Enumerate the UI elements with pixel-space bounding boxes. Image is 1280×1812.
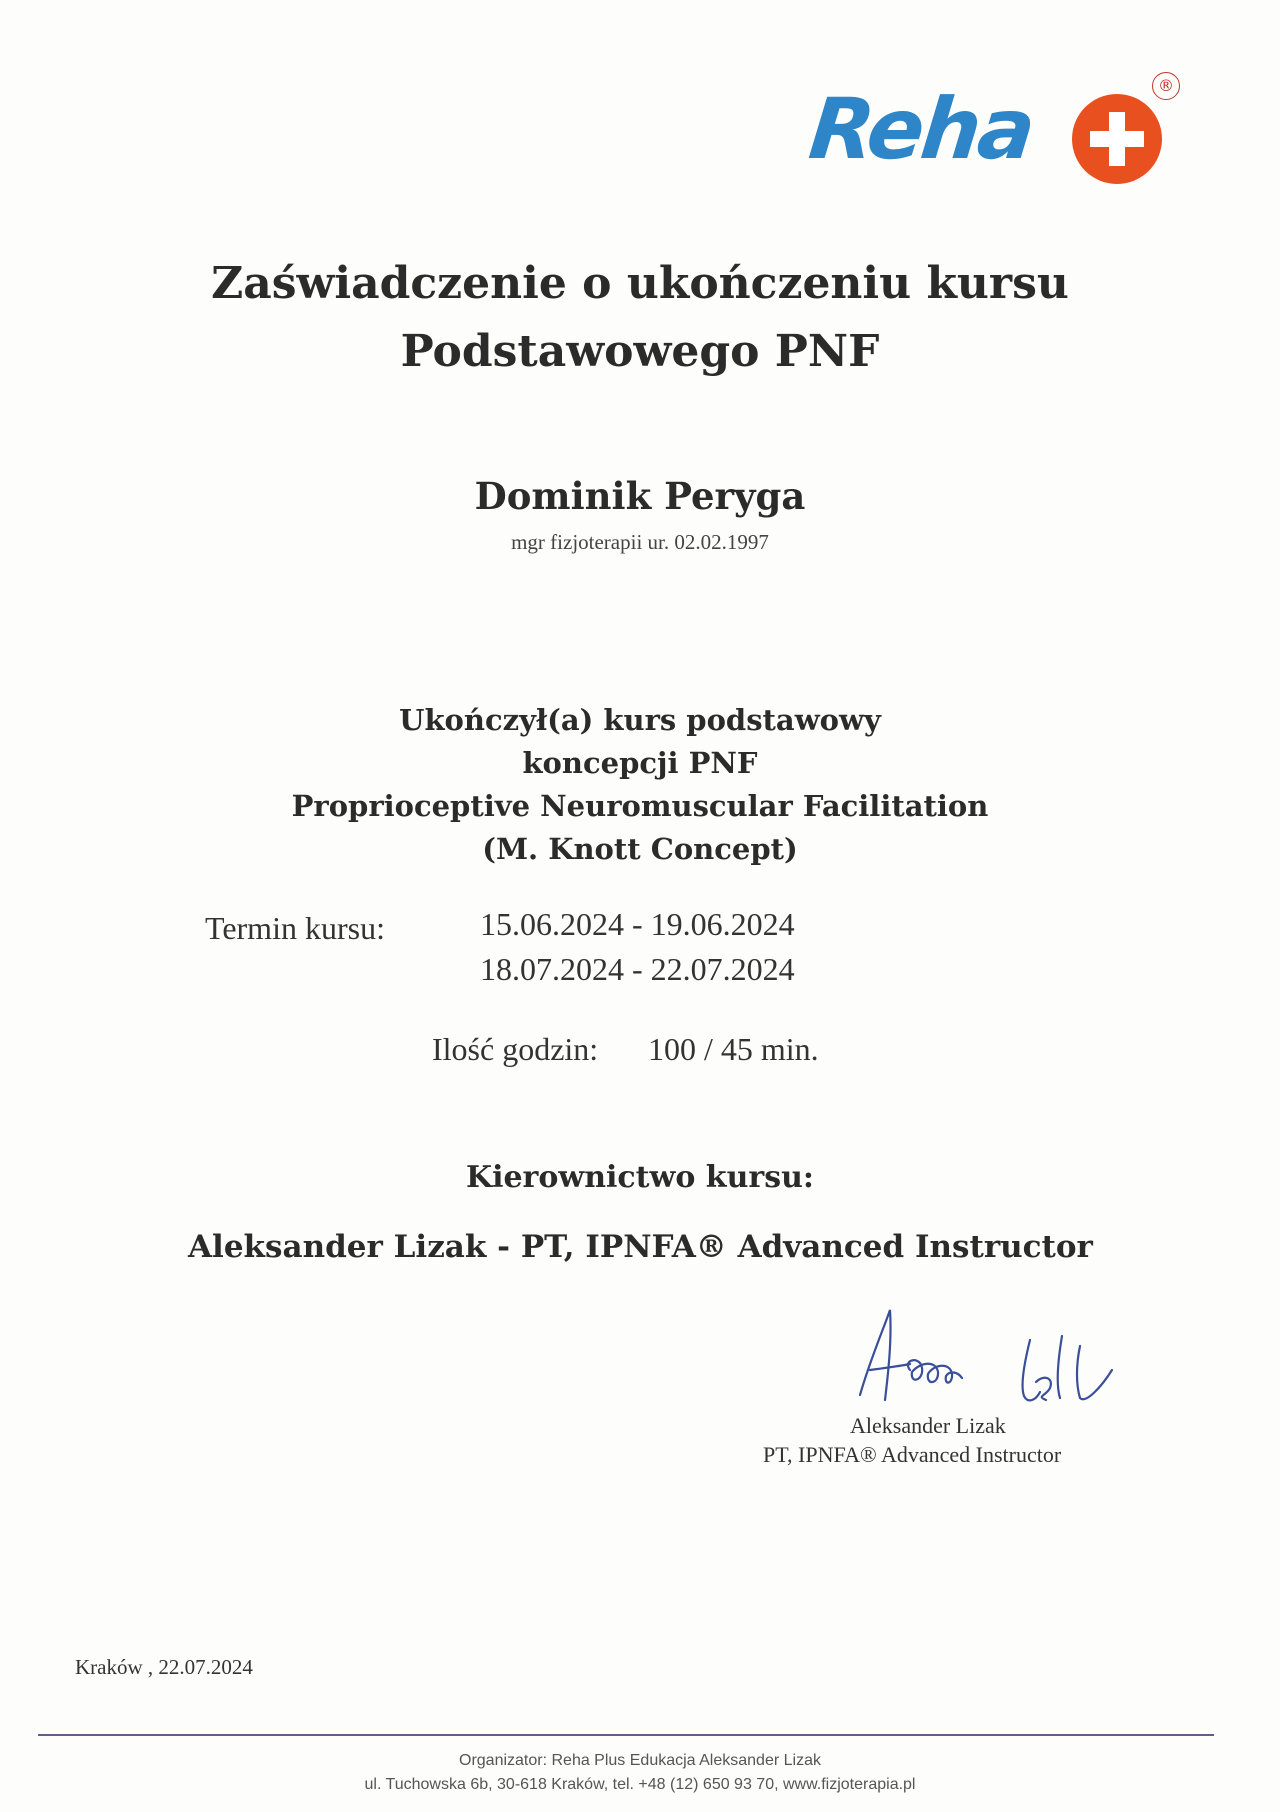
instructor-line: Aleksander Lizak - PT, IPNFA® Advanced Instructor (188, 1229, 1093, 1265)
participant-details: mgr fizjoterapii ur. 02.02.1997 (511, 530, 769, 554)
term-date-1: 15.06.2024 - 19.06.2024 (480, 906, 795, 942)
certificate-title-line1: Zaświadczenie o ukończeniu kursu (211, 258, 1069, 309)
signature-title: PT, IPNFA® Advanced Instructor (763, 1442, 1062, 1467)
handwritten-signature (840, 1300, 1140, 1420)
footer-divider (38, 1734, 1214, 1736)
footer-organizer: Organizator: Reha Plus Edukacja Aleksander Lizak (459, 1752, 821, 1769)
signature-name: Aleksander Lizak (850, 1413, 1006, 1438)
plus-cross-icon (1072, 94, 1162, 184)
course-line3: Proprioceptive Neuromuscular Facilitation (291, 789, 989, 823)
logo-brand-text: Reha (804, 80, 1038, 178)
registered-mark-icon: ® (1152, 72, 1180, 100)
management-header: Kierownictwo kursu: (466, 1160, 814, 1195)
participant-name: Dominik Peryga (474, 474, 806, 518)
term-date-2: 18.07.2024 - 22.07.2024 (480, 951, 795, 987)
course-line2: koncepcji PNF (522, 746, 758, 780)
course-line4: (M. Knott Concept) (482, 832, 798, 866)
reha-plus-logo (804, 72, 1180, 192)
course-line1: Ukończył(a) kurs podstawowy (399, 703, 881, 737)
hours-value: 100 / 45 min. (648, 1031, 819, 1067)
footer-address: ul. Tuchowska 6b, 30-618 Kraków, tel. +48 (12) 650 93 70, www.fizjoterapia.pl (364, 1776, 916, 1793)
place-and-date: Kraków , 22.07.2024 (75, 1655, 253, 1679)
certificate-title-line2: Podstawowego PNF (400, 326, 880, 377)
term-label: Termin kursu: (205, 910, 385, 946)
hours-label: Ilość godzin: (432, 1031, 599, 1067)
